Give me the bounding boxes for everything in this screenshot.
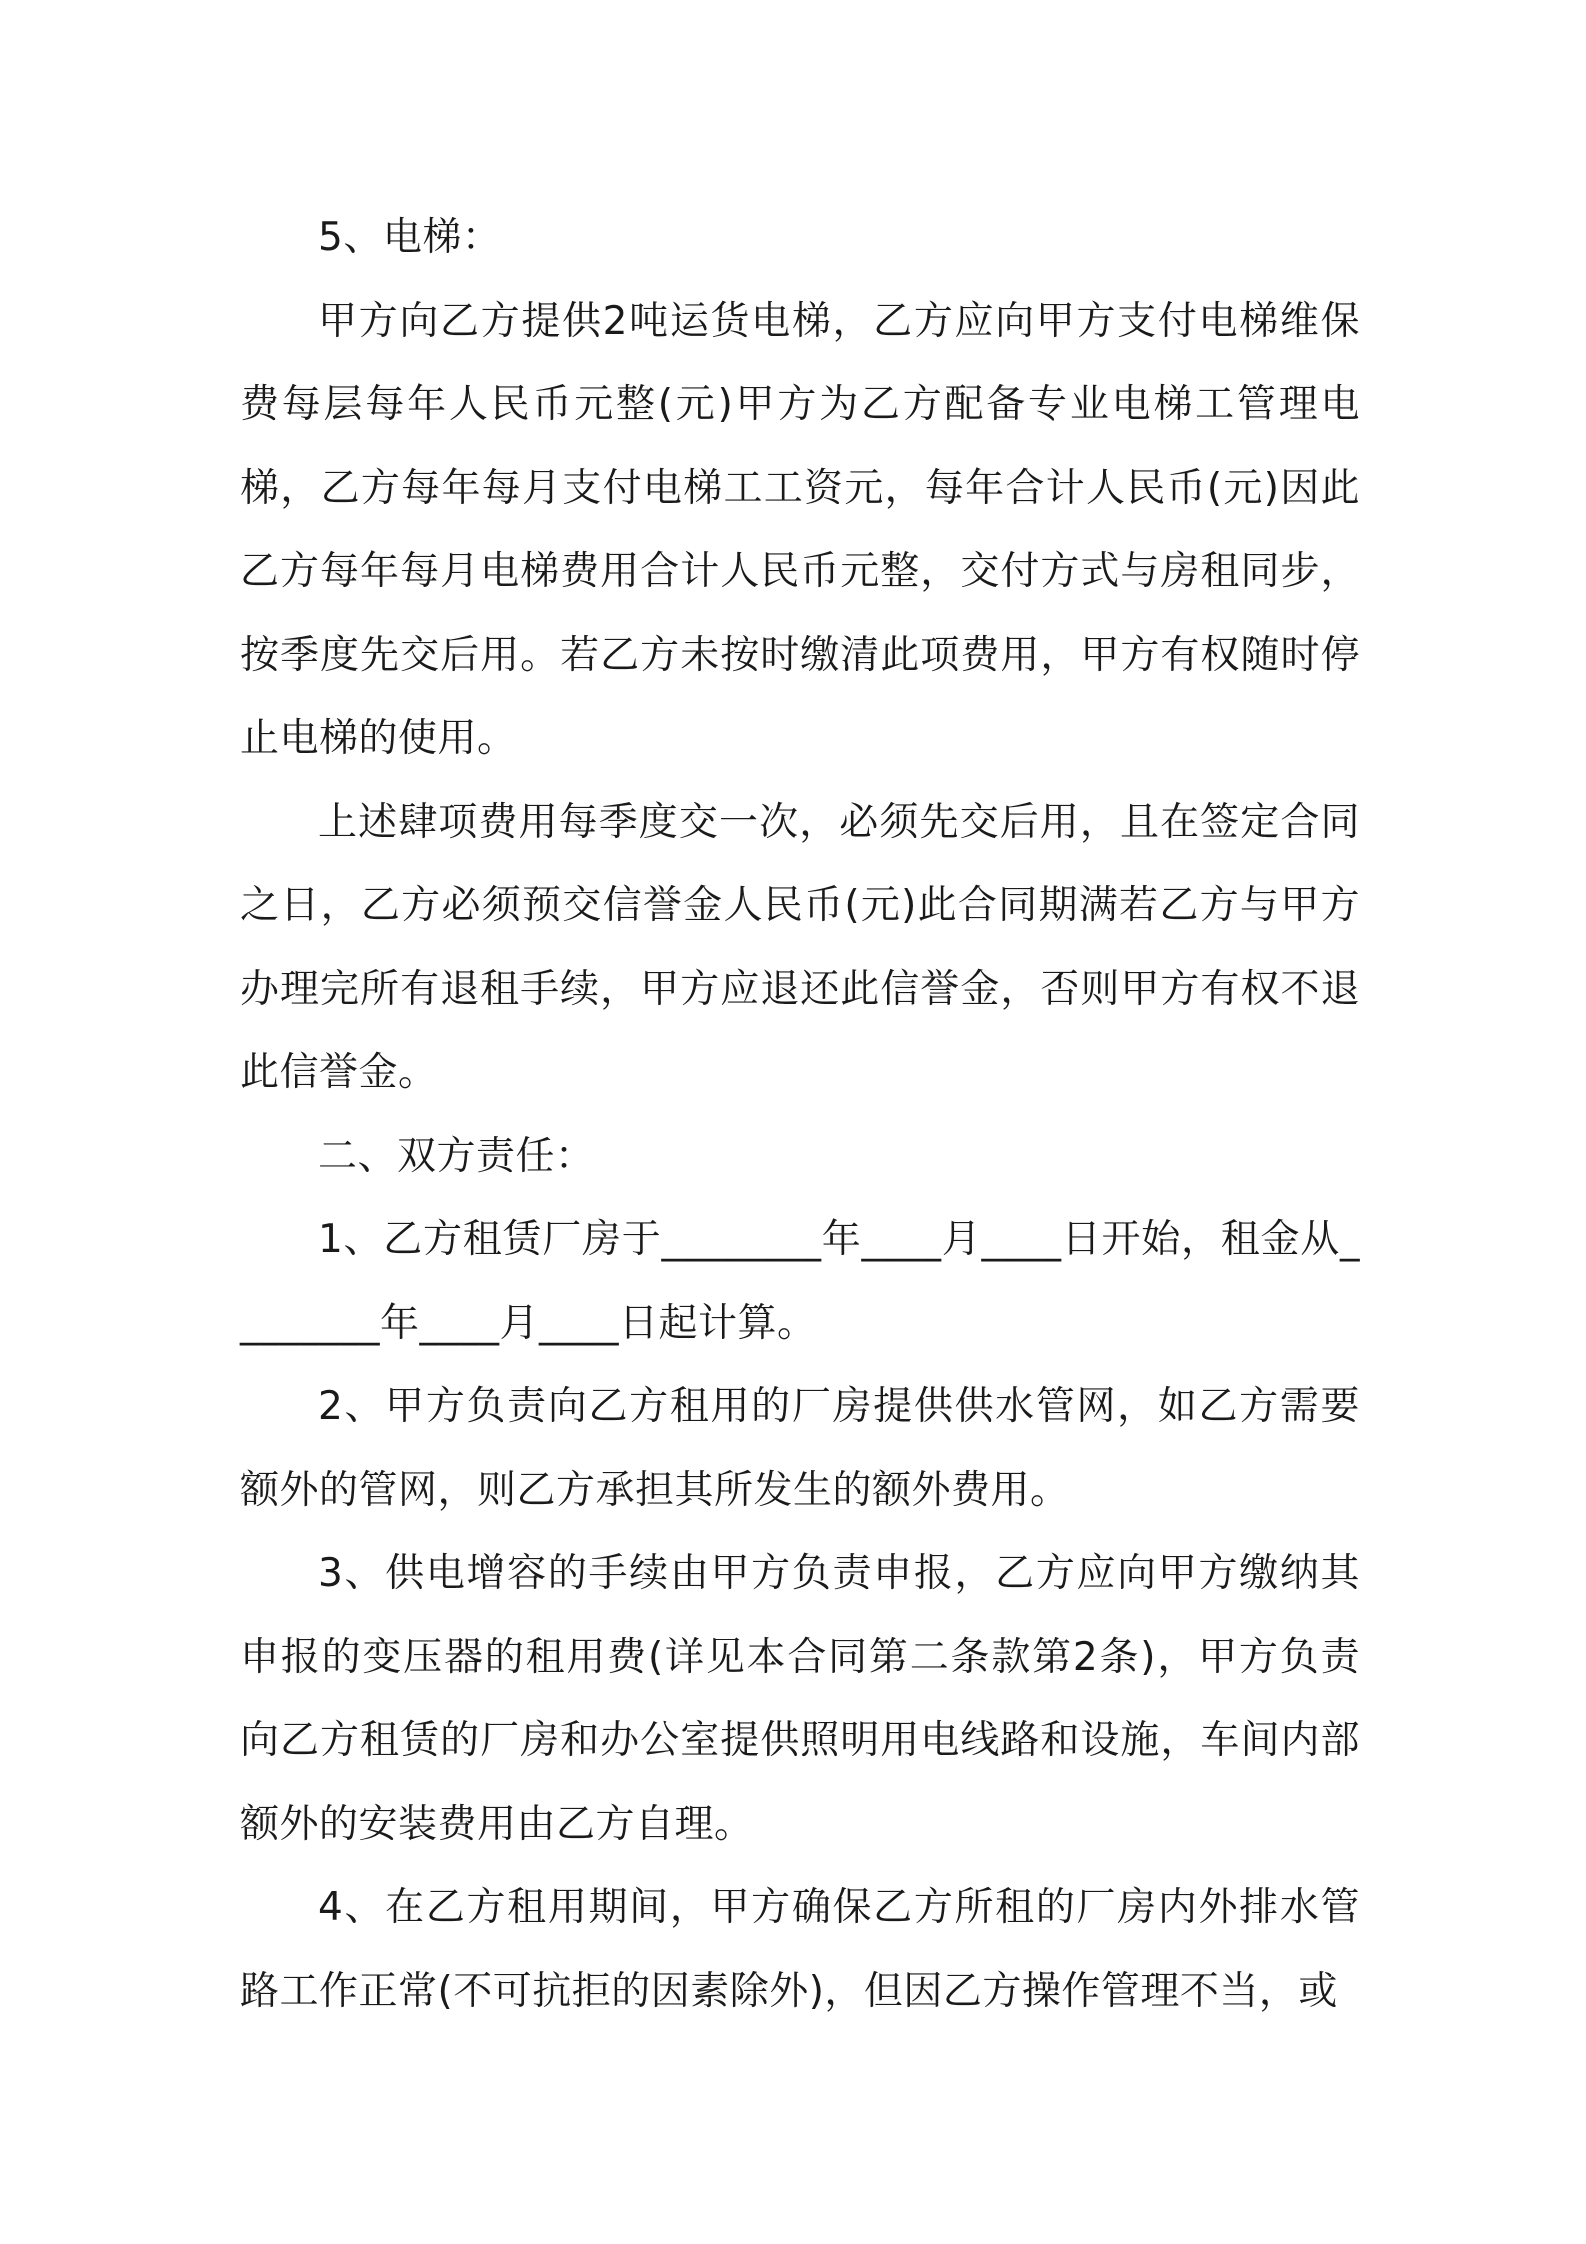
clause-3-power-supply: 3、供电增容的手续由甲方负责申报，乙方应向甲方缴纳其申报的变压器的租用费(详见本合同第二条款第2条)，甲方负责向乙方租赁的厂房和办公室提供照明用电线路和设施，车间内部额外的安装费用由乙方自理。 [240,1551,1360,1847]
section-heading-elevator: 5、电梯： [318,215,502,260]
document-body [240,196,1360,2033]
clause-2-water-supply: 2、甲方负责向乙方租用的厂房提供供水管网，如乙方需要额外的管网，则乙方承担其所发生的额外费用。 [240,1384,1360,1513]
clause-4-drainage: 4、在乙方租用期间，甲方确保乙方所租的厂房内外排水管路工作正常(不可抗拒的因素除外)，但因乙方操作管理不当，或 [240,1885,1360,2014]
section-heading-responsibilities: 二、双方责任： [318,1133,595,1179]
paragraph-elevator-terms: 甲方向乙方提供2吨运货电梯，乙方应向甲方支付电梯维保费每层每年人民币元整(元)甲方为乙方配备专业电梯工管理电梯，乙方每年每月支付电梯工工资元，每年合计人民币(元)因此乙方每年每月电梯费用合计人民币元整，交付方式与房租同步，按季度先交后用。若乙方未按时缴清此项费用，甲方有权随时停止电梯的使用。 [240,298,1360,761]
paragraph-fee-deposit: 上述肆项费用每季度交一次，必须先交后用，且在签定合同之日，乙方必须预交信誉金人民币(元)此合同期满若乙方与甲方办理完所有退租手续，甲方应退还此信誉金，否则甲方有权不退此信誉金。 [240,799,1360,1095]
clause-1-lease-start: 1、乙方租赁厂房于________年____月____日开始，租金从________年____月____日起计算。 [240,1217,1360,1346]
